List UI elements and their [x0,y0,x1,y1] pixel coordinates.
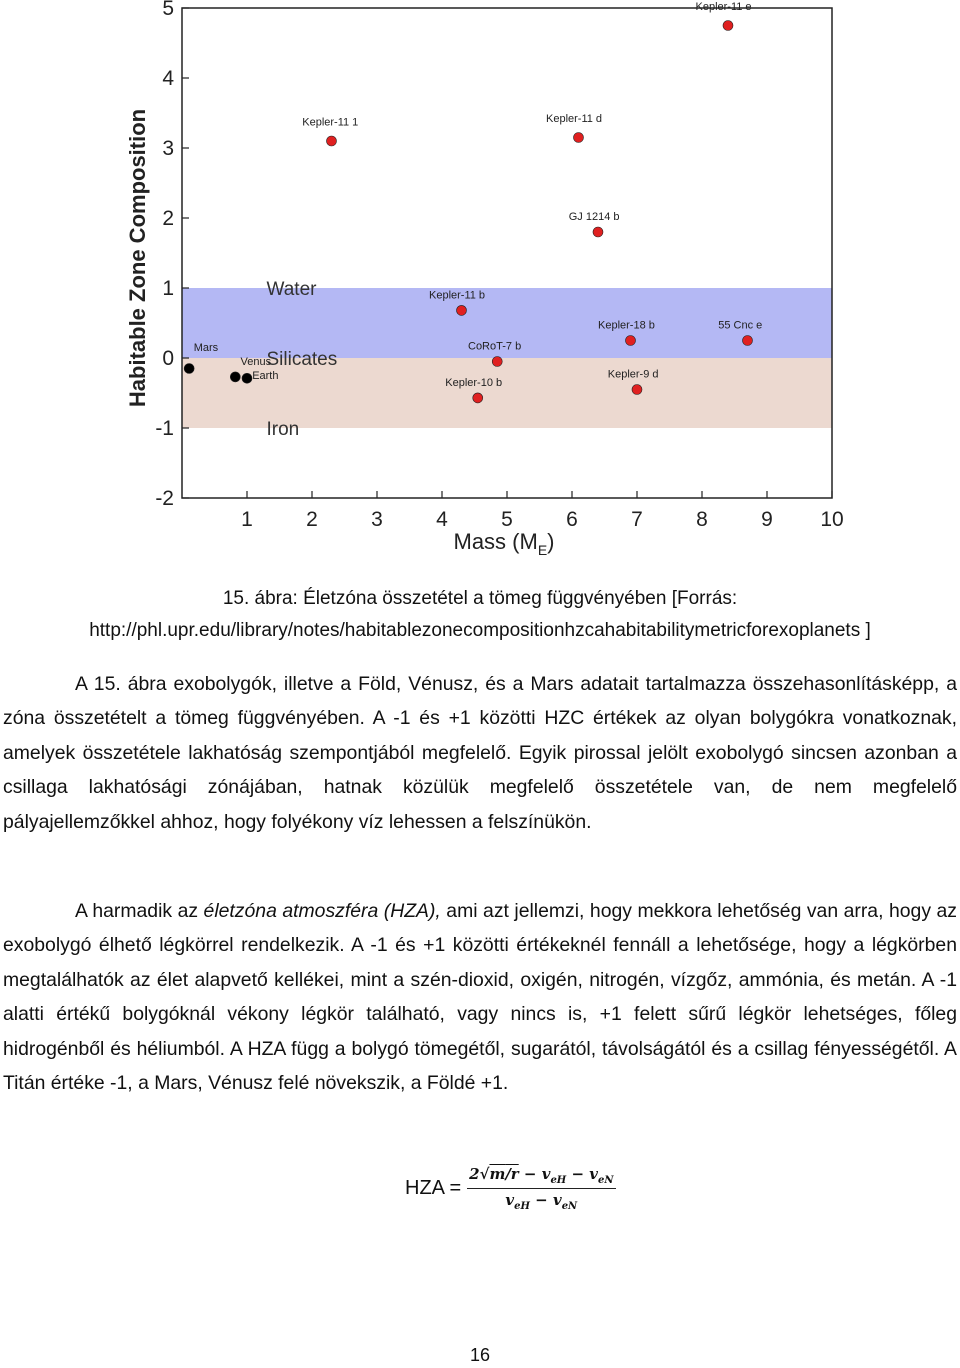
point-label: Venus [240,356,272,368]
point-label: Kepler-11 1 [302,116,359,129]
x-tick-label: 2 [306,508,318,531]
x-tick-label: 1 [241,508,253,531]
data-point [473,393,483,403]
data-point [743,336,753,346]
page-number: 16 [469,1345,491,1365]
data-point [593,227,603,237]
point-label: Mars [193,342,219,354]
band-label-iron: Iron [266,419,300,440]
y-tick-label: 4 [162,67,174,90]
band-label-silicates: Silicates [266,349,338,370]
figure-caption-line1: 15. ábra: Életzóna összetétel a tömeg függvényében [Forrás: [222,588,738,609]
x-tick-label: 3 [371,508,383,531]
data-point [574,133,584,143]
point-label: Kepler-11 b [429,289,486,302]
point-label: Kepler-11 d [546,113,603,126]
data-point [492,357,502,367]
x-tick-label: 4 [436,508,448,531]
y-axis-label: Habitable Zone Composition [125,108,150,408]
point-label: Earth [252,370,279,382]
paragraph-2 [3,894,957,1100]
data-point [723,21,733,31]
data-point [230,372,240,382]
point-label: Kepler-11 e [695,1,752,14]
formula-numerator: $2√m/r - v_{eH} - v_{eN}$ [467,1165,615,1189]
data-point [327,136,337,146]
point-label: Kepler-18 b [598,319,655,332]
paragraph-2-rest: ami azt jellemzi, hogy mekkora lehetőség van arra, hogy az exobolygó élhető légkörrel rendelkezik. A -1 és +1 közötti értékeknél fennáll a lehetősége, hogy a légkörben megtalálhatók az élet alapvető kellékei, mint a szén-dioxid, oxigén, nitrogén, vízgőz, ammónia, és metán. A -1 alatti értékű bolygóknál vékony légkör található, vagy nincs is, +1 felett sűrű légkör lehetséges, főleg hidrogénből és héliumból. A HZA függ a bolygó tömegétől, sugarától, távolságától és a csillag fényességétől. A Titán értéke -1, a Mars, Vénusz felé növekszik, a Földé +1. [3,900,957,1095]
hza-term: életzóna atmoszféra (HZA), [203,900,441,922]
y-tick-label: 2 [162,207,174,230]
formula-lhs: HZA = [405,1176,462,1199]
formula-denominator: $v_{eH} - v_{eN}$ [505,1190,578,1212]
point-label: Kepler-10 b [445,377,503,389]
point-label: CoRoT-7 b [468,340,522,353]
x-tick-label: 6 [566,508,578,531]
data-point [632,385,642,395]
band-label-water: Water [266,279,317,300]
hza-formula [405,1158,616,1218]
y-tick-label: 1 [162,277,174,300]
composition-chart [120,0,860,565]
y-tick-label: -1 [155,417,174,440]
x-tick-label: 8 [696,508,708,531]
data-point [626,336,636,346]
paragraph-2-start: A harmadik az [75,900,204,922]
data-point [457,305,467,315]
data-point [242,373,252,383]
x-tick-label: 7 [631,508,643,531]
figure-caption-source: http://phl.upr.edu/library/notes/habitablezonecompositionhzcahabitabilitymetricforexoplanets ] [89,620,871,641]
axis-ticks [155,0,843,531]
y-tick-label: 0 [162,347,174,370]
y-tick-label: 3 [162,137,174,160]
point-label: GJ 1214 b [568,211,620,224]
point-label: Kepler-9 d [607,368,659,381]
x-tick-label: 10 [820,508,844,531]
y-tick-label: -2 [155,487,174,510]
x-axis-label: Mass $(M_E)$ [453,529,555,558]
y-tick-label: 5 [162,0,174,20]
paragraph-1 [3,667,957,839]
x-tick-label: 9 [761,508,773,531]
paragraph-1-text: A 15. ábra exobolygók, illetve a Föld, Vénusz, és a Mars adatait tartalmazza összehasonlításképp, a zóna összetételt a tömeg függvényében. A -1 és +1 közötti HZC értékek az olyan bolygókra vonatkoznak, amelyek összetétele lakhatóság szempontjából megfelelő. Egyik pirossal jelölt exobolygó sincsen azonban a csillaga lakhatósági zónájában, hatnak közülük megfelelő összetétele van, de nem megfelelő pályajellemzőkkel ahhoz, hogy folyékony víz lehessen a felszínükön. [3,673,957,833]
formula-fraction [467,1165,615,1212]
data-point [184,364,194,374]
point-label: 55 Cnc e [718,319,763,332]
x-tick-label: 5 [501,508,513,531]
